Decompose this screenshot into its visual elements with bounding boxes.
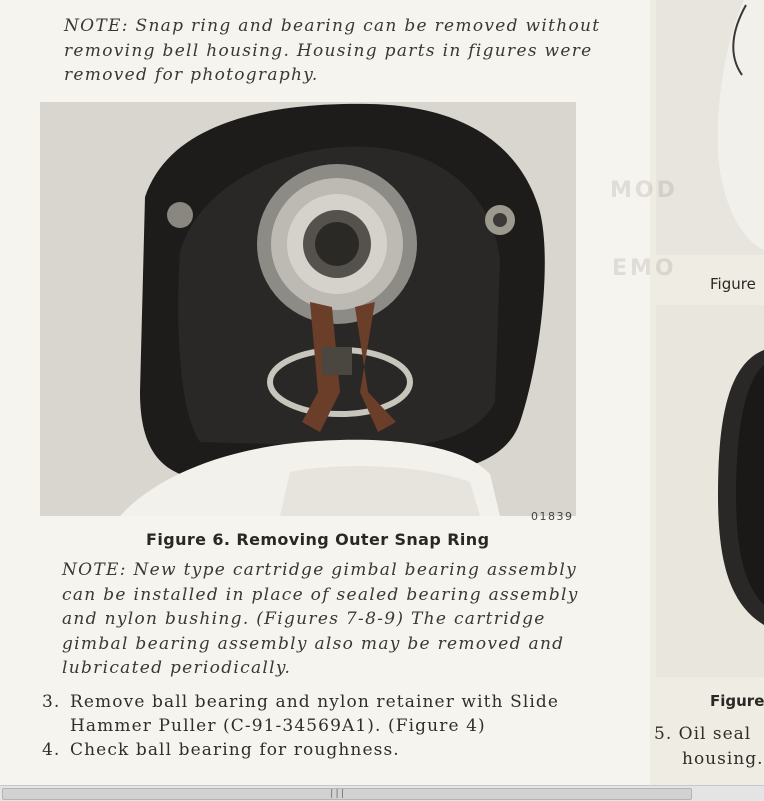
right-figure-top-label: Figure [710, 275, 756, 293]
grip-icon: ||| [329, 789, 346, 799]
figure-6-photo [40, 102, 576, 516]
right-figure-bottom-photo [656, 305, 764, 677]
step-number: 3. [42, 692, 61, 712]
horizontal-scrollbar[interactable] [0, 785, 764, 801]
figure-caption: Figure 6. Removing Outer Snap Ring [146, 530, 490, 549]
step-4 [42, 738, 602, 762]
step-3 [42, 690, 602, 738]
step-5 [654, 722, 764, 772]
bleedthrough-text: MOD [610, 178, 678, 203]
right-figure-bottom-label: Figure [710, 692, 764, 710]
step-number: 4. [42, 740, 61, 760]
bleedthrough-text: EMO [612, 256, 677, 281]
step-text-line2: Hammer Puller (C-91-34569A1). (Figure 4) [70, 716, 486, 736]
step-text-line1: Remove ball bearing and nylon retainer with Slide [70, 692, 560, 712]
figure-number: 01839 [531, 510, 574, 523]
note-top: NOTE: Snap ring and bearing can be removed without removing bell housing. Housing parts in figures were removed for photography. [64, 16, 601, 85]
step-text-line1: Oil seal [678, 724, 752, 744]
right-figure-top-photo [656, 0, 764, 255]
step-text-line1: Check ball bearing for roughness. [70, 740, 400, 760]
note-middle: NOTE: New type cartridge gimbal bearing assembly can be installed in place of sealed bearing assembly and nylon bushing. (Figures 7-8-9) The cartridge gimbal bearing assembly also may be removed and lubricated periodically. [62, 560, 579, 678]
step-number: 5. [654, 724, 673, 744]
step-text-line2: housing. [682, 749, 764, 769]
scrollbar-thumb[interactable] [2, 788, 692, 800]
